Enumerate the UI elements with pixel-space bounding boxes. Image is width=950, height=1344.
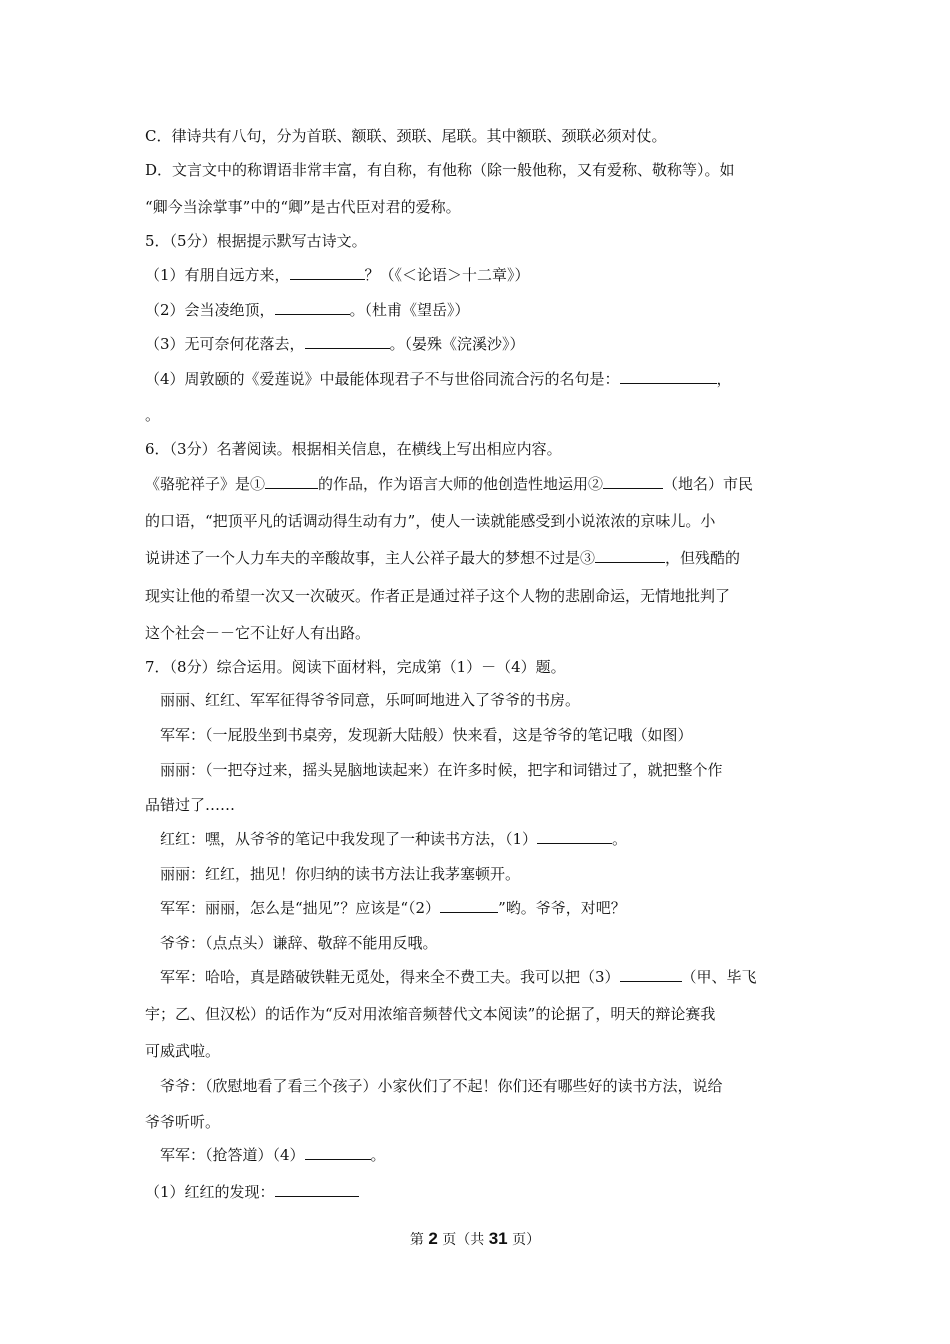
question-6-line-4: 现实让他的希望一次又一次破灭。作者正是通过祥子这个人物的悲剧命运，无情地批判了 bbox=[145, 587, 731, 605]
answer-blank[interactable] bbox=[603, 474, 663, 489]
option-d-line1: D．文言文中的称谓语非常丰富，有自称，有他称（除一般他称，又有爱称、敬称等）。如 bbox=[145, 161, 735, 179]
passage-para-6: 军军：丽丽，怎么是“拙见”？应该是“（2） ”哟。爷爷，对吧？ bbox=[160, 899, 626, 917]
page-total: 31 bbox=[488, 1229, 508, 1248]
question-5-item-4-end: 。 bbox=[145, 406, 161, 424]
passage-para-4: 红红：嘿，从爷爷的笔记中我发现了一种读书方法，（1） 。 bbox=[160, 830, 628, 848]
answer-blank[interactable] bbox=[440, 898, 498, 913]
passage-para-9-line-2: 爷爷听听。 bbox=[145, 1113, 221, 1131]
page-footer: 第 2 页（共 31 页） bbox=[409, 1229, 541, 1248]
question-6-line-5: 这个社会－－它不让好人有出路。 bbox=[145, 624, 371, 642]
question-5-title: 5．（5分）根据提示默写古诗文。 bbox=[145, 232, 367, 250]
passage-para-9-line-1: 爷爷：（欣慰地看了看三个孩子）小家伙们了不起！你们还有哪些好的读书方法，说给 bbox=[160, 1077, 723, 1095]
question-6-line-3: 说讲述了一个人力车夫的辛酸故事，主人公祥子最大的梦想不过是③ ，但残酷的 bbox=[145, 549, 741, 567]
answer-blank[interactable] bbox=[265, 474, 318, 489]
answer-blank[interactable] bbox=[275, 300, 350, 315]
passage-para-3-line-1: 丽丽：（一把夺过来，摇头晃脑地读起来）在许多时候，把字和词错过了，就把整个作 bbox=[160, 761, 723, 779]
page-number: 2 bbox=[428, 1229, 438, 1248]
question-6-title: 6．（3分）名著阅读。根据相关信息，在横线上写出相应内容。 bbox=[145, 440, 562, 458]
question-5-item-2: （2）会当凌绝顶， 。（杜甫《望岳》） bbox=[145, 301, 470, 319]
question-7-title: 7．（8分）综合运用。阅读下面材料，完成第（1）－（4）题。 bbox=[145, 658, 566, 676]
answer-blank[interactable] bbox=[305, 1145, 371, 1160]
passage-para-7: 爷爷：（点点头）谦辞、敬辞不能用反哦。 bbox=[160, 934, 438, 952]
answer-blank[interactable] bbox=[275, 1182, 359, 1197]
question-5-item-4: （4）周敦颐的《爱莲说》中最能体现君子不与世俗同流合污的名句是： ， bbox=[145, 370, 732, 388]
answer-blank[interactable] bbox=[620, 967, 682, 982]
option-c: C．律诗共有八句，分为首联、额联、颈联、尾联。其中额联、颈联必须对仗。 bbox=[145, 127, 667, 145]
passage-para-8-line-2: 宇；乙、但汉松）的话作为“反对用浓缩音频替代文本阅读”的论据了，明天的辩论赛我 bbox=[145, 1005, 716, 1023]
passage-para-2: 军军：（一屁股坐到书桌旁，发现新大陆般）快来看，这是爷爷的笔记哦（如图） bbox=[160, 726, 693, 744]
answer-blank[interactable] bbox=[305, 334, 390, 349]
passage-para-5: 丽丽：红红，拙见！你归纳的读书方法让我茅塞顿开。 bbox=[160, 865, 521, 883]
question-5-item-3: （3）无可奈何花落去， 。（晏殊《浣溪沙》） bbox=[145, 335, 525, 353]
answer-1: （1）红红的发现： bbox=[145, 1182, 359, 1202]
question-5-item-1: （1）有朋自远方来， ？（《＜论语＞十二章》） bbox=[145, 266, 530, 284]
question-6-line-2: 的口语，“把顶平凡的话调动得生动有力”，使人一读就能感受到小说浓浓的京味儿。小 bbox=[145, 512, 716, 530]
passage-para-10: 军军：（抢答道）（4） 。 bbox=[160, 1146, 386, 1164]
answer-blank[interactable] bbox=[595, 548, 665, 563]
passage-para-8-line-3: 可威武啦。 bbox=[145, 1042, 221, 1060]
answer-blank[interactable] bbox=[620, 369, 717, 384]
answer-blank[interactable] bbox=[290, 265, 365, 280]
option-d-line2: “卿今当涂掌事”中的“卿”是古代臣对君的爱称。 bbox=[145, 198, 461, 216]
question-6-line-1: 《骆驼祥子》是① 的作品，作为语言大师的他创造性地运用② （地名）市民 bbox=[145, 475, 754, 493]
passage-para-8-line-1: 军军：哈哈，真是踏破铁鞋无觅处，得来全不费工夫。我可以把（3） （甲、毕飞 bbox=[160, 968, 757, 986]
passage-para-3-line-2: 品错过了…… bbox=[145, 796, 236, 814]
passage-para-1: 丽丽、红红、军军征得爷爷同意，乐呵呵地进入了爷爷的书房。 bbox=[160, 691, 581, 709]
answer-blank[interactable] bbox=[537, 829, 612, 844]
